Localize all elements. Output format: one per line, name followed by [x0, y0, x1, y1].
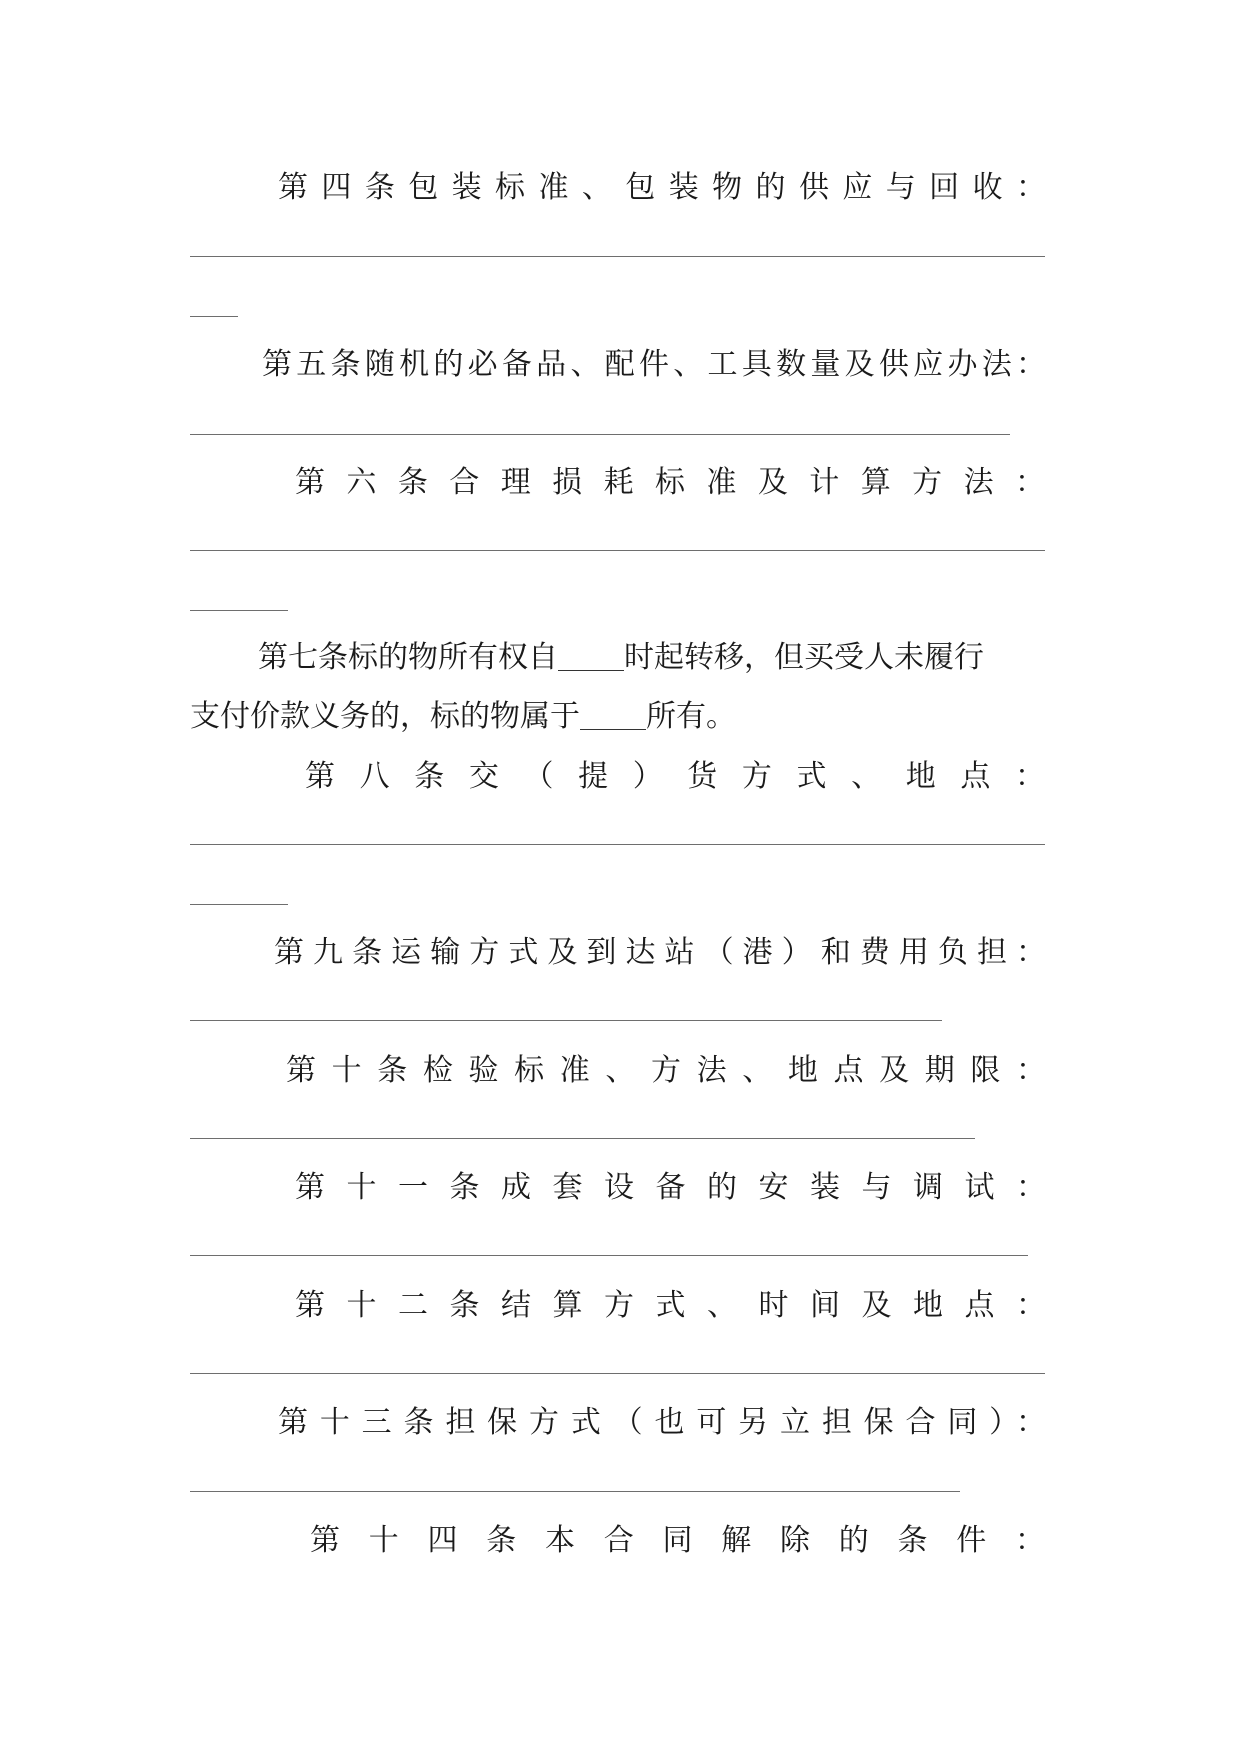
article-12-blank-line [190, 1373, 1045, 1374]
article-7-text-4: 所有。 [646, 699, 736, 734]
article-5-heading: 第五条随机的必备品、配件、工具数量及供应办法： [262, 347, 1046, 382]
article-8-blank-line-1 [190, 844, 1045, 845]
article-4-blank-line-1 [190, 256, 1045, 257]
article-7-text-3: 支付价款义务的，标的物属于 [190, 699, 580, 734]
article-4-blank-line-2 [190, 316, 238, 317]
article-10-blank-line [190, 1138, 975, 1139]
article-11-blank-line [190, 1255, 1028, 1256]
article-7-text-1: 第七条标的物所有权自 [258, 640, 558, 675]
article-7-text-2: 时起转移，但买受人未履行 [624, 640, 984, 675]
article-8-heading: 第八条交（提）货方式、地点： [305, 759, 1045, 794]
article-6-blank-line-1 [190, 550, 1045, 551]
article-13-blank-line [190, 1491, 960, 1492]
article-6-blank-line-2 [190, 610, 288, 611]
article-10-heading: 第十条检验标准、方法、地点及期限： [286, 1053, 1046, 1088]
ownership-transfer-time-blank [558, 640, 624, 671]
article-9-heading: 第九条运输方式及到达站（港）和费用负担： [274, 935, 1046, 970]
article-7-line-2 [190, 697, 736, 737]
article-5-blank-line [190, 434, 1010, 435]
article-6-heading: 第六条合理损耗标准及计算方法： [295, 465, 1045, 500]
article-11-heading: 第十一条成套设备的安装与调试： [295, 1170, 1046, 1205]
article-9-blank-line [190, 1020, 942, 1021]
article-8-blank-line-2 [190, 904, 288, 905]
article-13-heading: 第十三条担保方式（也可另立担保合同）： [278, 1405, 1046, 1440]
article-12-heading: 第十二条结算方式、时间及地点： [295, 1288, 1046, 1323]
ownership-party-blank [580, 699, 646, 730]
article-4-heading: 第四条包装标准、包装物的供应与回收： [278, 170, 1046, 205]
article-14-heading: 第十四条本合同解除的条件： [310, 1523, 1045, 1558]
article-7-line-1 [258, 638, 984, 678]
